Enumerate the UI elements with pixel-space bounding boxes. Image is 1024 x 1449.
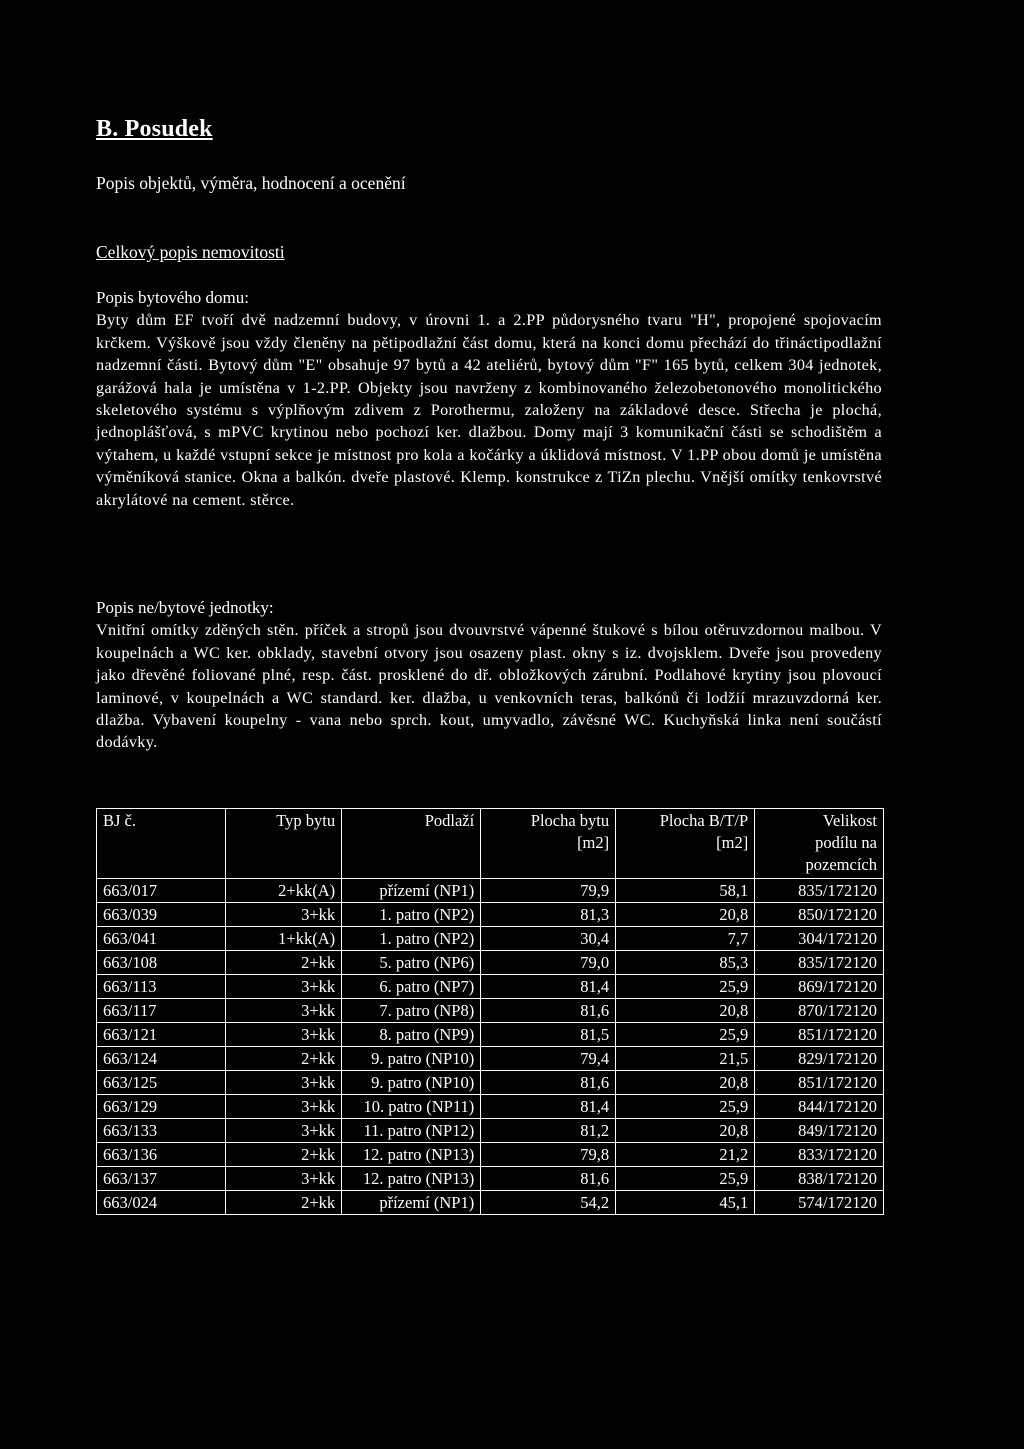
cell-podil: 851/172120 (755, 1023, 884, 1047)
cell-podlazi: 6. patro (NP7) (342, 975, 481, 999)
cell-plocha: 79,0 (481, 951, 616, 975)
building-description (96, 287, 882, 511)
cell-podlazi: 9. patro (NP10) (342, 1071, 481, 1095)
cell-bj: 663/108 (97, 951, 226, 975)
table-body (97, 879, 884, 1215)
table-row (97, 1119, 884, 1143)
page-heading: B. Posudek (96, 116, 213, 142)
cell-plocha: 81,4 (481, 1095, 616, 1119)
cell-plocha-btp: 20,8 (616, 999, 755, 1023)
cell-podlazi: 11. patro (NP12) (342, 1119, 481, 1143)
cell-plocha: 30,4 (481, 927, 616, 951)
table-row (97, 1071, 884, 1095)
cell-typ: 2+kk (225, 1191, 341, 1215)
cell-plocha-btp: 85,3 (616, 951, 755, 975)
cell-plocha-btp: 58,1 (616, 879, 755, 903)
cell-plocha-btp: 7,7 (616, 927, 755, 951)
cell-plocha: 81,6 (481, 1167, 616, 1191)
building-description-label: Popis bytového domu: (96, 288, 250, 307)
header-typ: Typ bytu (225, 809, 341, 879)
header-plocha-btp-line1: Plocha B/T/P (659, 811, 749, 830)
cell-plocha-btp: 25,9 (616, 1167, 755, 1191)
cell-typ: 3+kk (225, 1071, 341, 1095)
cell-plocha-btp: 25,9 (616, 975, 755, 999)
cell-typ: 2+kk(A) (225, 879, 341, 903)
cell-plocha: 54,2 (481, 1191, 616, 1215)
unit-description-text: Vnitřní omítky zděných stěn. příček a stropů jsou dvouvrstvé vápenné štukové s bílou otěruvzdornou malbou. V koupelnách a WC ker. obklady, stavební otvory jsou osazeny plast. okny s iz. dvojsklem. Dveře jsou provedeny jako dřevěné foliované plné, resp. část. prosklené do dř. obložkových zárubní. Podlahové krytiny jsou plovoucí laminové, v koupelnách a WC standard. ker. dlažba, u venkovních teras, balkónů či lodžií mrazuvzdorná ker. dlažba. Vybavení koupelny - vana nebo sprch. kout, umyvadlo, závěsné WC. Kuchyňská linka není součástí dodávky. (96, 621, 882, 752)
header-velikost-line3: pozemcích (805, 855, 877, 874)
cell-bj: 663/017 (97, 879, 226, 903)
unit-description (96, 597, 882, 754)
cell-podil: 869/172120 (755, 975, 884, 999)
table-row (97, 1023, 884, 1047)
cell-podlazi: 5. patro (NP6) (342, 951, 481, 975)
cell-plocha-btp: 25,9 (616, 1023, 755, 1047)
page-subtitle: Popis objektů, výměra, hodnocení a ocenění (96, 173, 406, 193)
table-row (97, 999, 884, 1023)
cell-plocha: 79,8 (481, 1143, 616, 1167)
header-bj: BJ č. (97, 809, 226, 879)
table-row (97, 1167, 884, 1191)
table-row (97, 1191, 884, 1215)
cell-podil: 829/172120 (755, 1047, 884, 1071)
cell-typ: 1+kk(A) (225, 927, 341, 951)
building-description-text: Byty dům EF tvoří dvě nadzemní budovy, v úrovni 1. a 2.PP půdorysného tvaru "H", propojené spojovacím krčkem. Výškově jsou vždy členěny na pětipodlažní část domu, která na konci domu přechází do třináctipodlažní nadzemní části. Bytový dům "E" obsahuje 97 bytů a 42 ateliérů, bytový dům "F" 165 bytů, celkem 304 jednotek, garážová hala je umístěna v 1-2.PP. Objekty jsou navrženy z kombinovaného železobetonového monolitického skeletového systému s výplňovým zdivem z Porothermu, založeny na základové desce. Střecha je plochá, jednoplášťová, s mPVC krytinou nebo pochozí ker. dlažbou. Domy mají 3 komunikační části se schodištěm a výtahem, u každé vstupní sekce je místnost pro kola a kočárky a úklidová místnost. V 1.PP obou domů je umístěna výměníková stanice. Okna a balkón. dveře plastové. Klemp. konstrukce z TiZn plechu. Vnější omítky tenkovrstvé akrylátové na cement. stěrce. (96, 311, 882, 509)
cell-typ: 2+kk (225, 1143, 341, 1167)
cell-podlazi: 10. patro (NP11) (342, 1095, 481, 1119)
cell-typ: 3+kk (225, 975, 341, 999)
cell-typ: 2+kk (225, 1047, 341, 1071)
cell-plocha: 81,5 (481, 1023, 616, 1047)
cell-plocha: 79,9 (481, 879, 616, 903)
header-plocha-line2: [m2] (577, 833, 610, 852)
cell-typ: 3+kk (225, 999, 341, 1023)
cell-plocha: 81,2 (481, 1119, 616, 1143)
cell-podil: 838/172120 (755, 1167, 884, 1191)
table-row (97, 927, 884, 951)
cell-podil: 851/172120 (755, 1071, 884, 1095)
cell-bj: 663/117 (97, 999, 226, 1023)
units-table (96, 808, 884, 1215)
cell-plocha: 79,4 (481, 1047, 616, 1071)
cell-podlazi: 12. patro (NP13) (342, 1167, 481, 1191)
cell-bj: 663/129 (97, 1095, 226, 1119)
cell-plocha-btp: 20,8 (616, 1119, 755, 1143)
header-plocha-line1: Plocha bytu (530, 811, 610, 830)
table-row (97, 1095, 884, 1119)
cell-podlazi: 1. patro (NP2) (342, 927, 481, 951)
table-row (97, 903, 884, 927)
cell-bj: 663/124 (97, 1047, 226, 1071)
cell-podlazi: 1. patro (NP2) (342, 903, 481, 927)
cell-bj: 663/137 (97, 1167, 226, 1191)
cell-podlazi: 9. patro (NP10) (342, 1047, 481, 1071)
cell-plocha-btp: 20,8 (616, 1071, 755, 1095)
cell-bj: 663/133 (97, 1119, 226, 1143)
header-plocha-btp-line2: [m2] (716, 833, 749, 852)
unit-description-label: Popis ne/bytové jednotky: (96, 598, 274, 617)
table-row (97, 1047, 884, 1071)
cell-podil: 833/172120 (755, 1143, 884, 1167)
header-plocha-btp (616, 809, 755, 879)
header-plocha (481, 809, 616, 879)
cell-typ: 3+kk (225, 1023, 341, 1047)
cell-typ: 3+kk (225, 1167, 341, 1191)
cell-podil: 574/172120 (755, 1191, 884, 1215)
cell-plocha: 81,4 (481, 975, 616, 999)
cell-podlazi: 8. patro (NP9) (342, 1023, 481, 1047)
cell-plocha: 81,6 (481, 1071, 616, 1095)
cell-typ: 3+kk (225, 903, 341, 927)
cell-podil: 304/172120 (755, 927, 884, 951)
section-title: Celkový popis nemovitosti (96, 242, 285, 262)
header-velikost-line1: Velikost (822, 811, 877, 830)
cell-podil: 835/172120 (755, 951, 884, 975)
header-velikost-line2: podílu na (815, 833, 877, 852)
cell-bj: 663/125 (97, 1071, 226, 1095)
cell-typ: 3+kk (225, 1095, 341, 1119)
table-row (97, 975, 884, 999)
cell-podil: 844/172120 (755, 1095, 884, 1119)
cell-podlazi: 7. patro (NP8) (342, 999, 481, 1023)
table-row (97, 879, 884, 903)
table-row (97, 951, 884, 975)
cell-podlazi: 12. patro (NP13) (342, 1143, 481, 1167)
cell-podil: 835/172120 (755, 879, 884, 903)
table-row (97, 1143, 884, 1167)
cell-bj: 663/121 (97, 1023, 226, 1047)
cell-plocha-btp: 21,5 (616, 1047, 755, 1071)
cell-bj: 663/024 (97, 1191, 226, 1215)
cell-plocha: 81,3 (481, 903, 616, 927)
header-podlazi: Podlaží (342, 809, 481, 879)
cell-bj: 663/039 (97, 903, 226, 927)
cell-plocha: 81,6 (481, 999, 616, 1023)
cell-bj: 663/113 (97, 975, 226, 999)
cell-plocha-btp: 25,9 (616, 1095, 755, 1119)
cell-plocha-btp: 21,2 (616, 1143, 755, 1167)
table-header-row (97, 809, 884, 879)
cell-typ: 3+kk (225, 1119, 341, 1143)
cell-bj: 663/136 (97, 1143, 226, 1167)
cell-bj: 663/041 (97, 927, 226, 951)
cell-podlazi: přízemí (NP1) (342, 1191, 481, 1215)
cell-podil: 850/172120 (755, 903, 884, 927)
cell-podil: 870/172120 (755, 999, 884, 1023)
cell-typ: 2+kk (225, 951, 341, 975)
header-velikost (755, 809, 884, 879)
cell-plocha-btp: 45,1 (616, 1191, 755, 1215)
cell-plocha-btp: 20,8 (616, 903, 755, 927)
cell-podil: 849/172120 (755, 1119, 884, 1143)
cell-podlazi: přízemí (NP1) (342, 879, 481, 903)
